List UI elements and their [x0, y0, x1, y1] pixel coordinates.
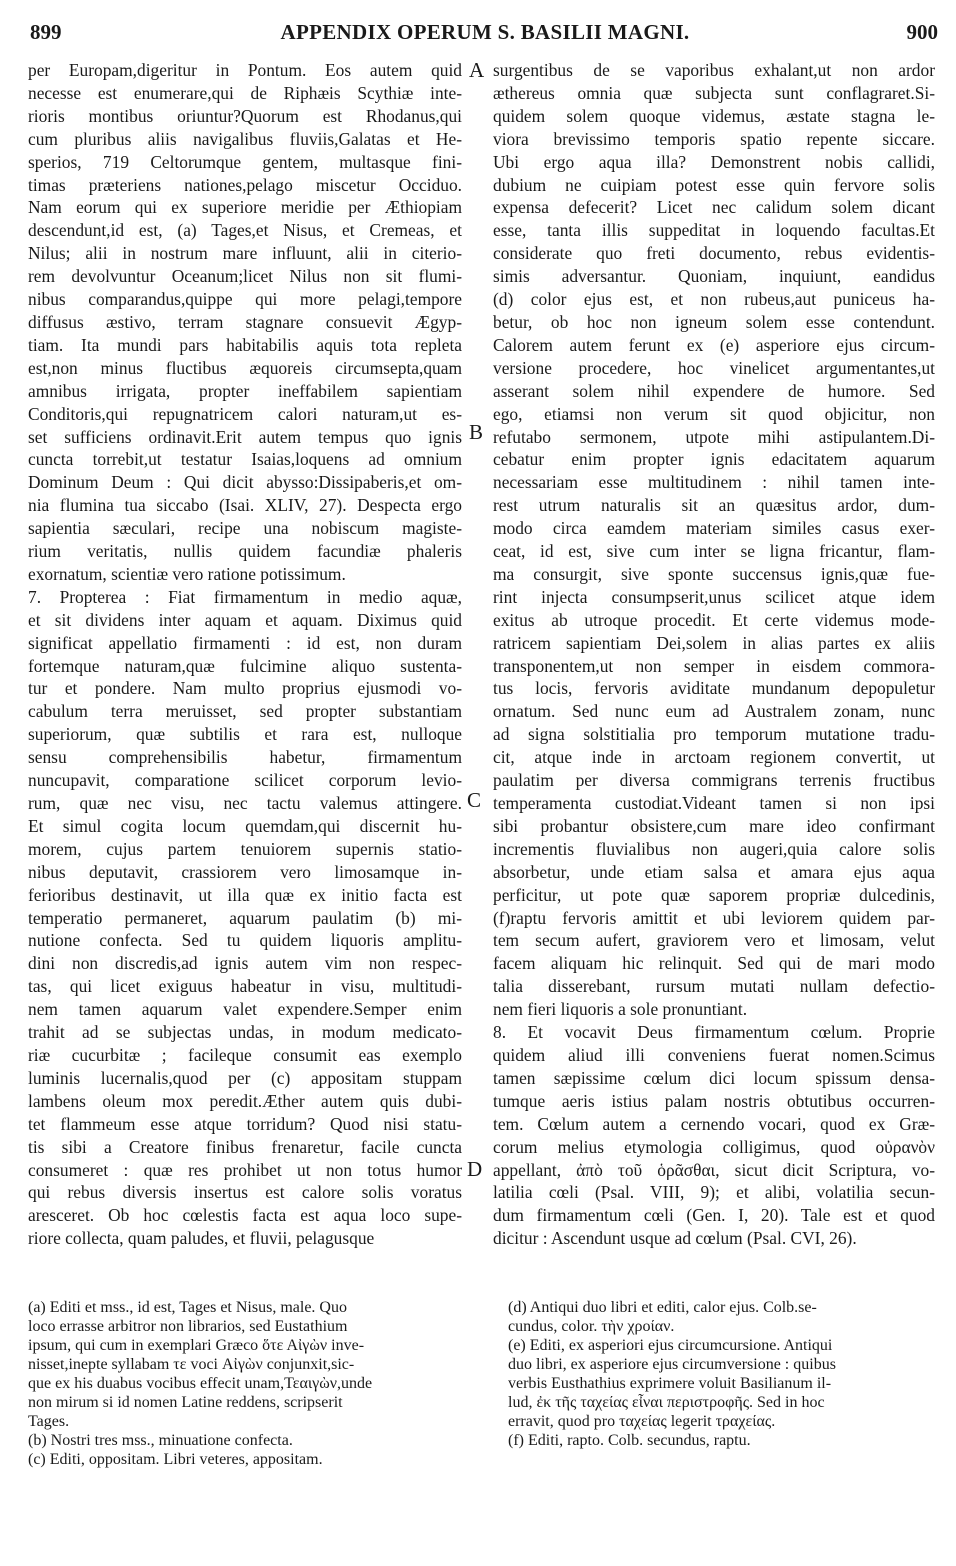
- text-line: nutione confecta. Sed tu quidem liquoris amplitu-: [28, 930, 462, 951]
- margin-marker-b: B: [469, 420, 484, 444]
- text-line: nibus deputavit, crassiorem vero limosamque in-: [28, 861, 462, 882]
- text-line: qui rebus diversis insertus est calore solis voratus: [28, 1182, 462, 1203]
- text-line: (d) color ejus est, et non rubeus,aut puniceus ha-: [493, 289, 935, 310]
- page-header: [30, 14, 940, 48]
- text-line: Conditoris,qui repugnatricem calori naturam,ut es-: [28, 403, 462, 424]
- text-line: riæ cucurbitæ ; facileque consumit eas exemplo: [28, 1044, 462, 1065]
- text-line: rem devolvuntur Oceanum;licet Nilus non sit flumi-: [28, 266, 462, 287]
- text-line: necesse est enumerare,qui de Riphæis Scythiæ inte-: [28, 82, 462, 103]
- text-line: versione procedere, hoc vinelicet argumentantes,ut: [493, 357, 935, 378]
- text-line: temperatio permaneret, aquarum paulatim (b) mi-: [28, 907, 462, 928]
- text-line: et sit dividens inter aquam et aquam. Diximus quid: [28, 609, 462, 630]
- text-line: necessariam esse multitudinem : nihil tamen inte-: [493, 472, 935, 493]
- text-line: aresceret. Ob hoc cœlestis facta est aqua loco supe-: [28, 1205, 462, 1226]
- text-line: consumeret : quæ res prohibet ut non totus humor: [28, 1159, 462, 1180]
- margin-marker-d: D: [467, 1157, 483, 1181]
- text-line: rium veritatis, nullis quidem facundiæ phaleris: [28, 541, 462, 562]
- text-line: cebatur enim propter ignis edacitatem aquarum: [493, 449, 935, 470]
- text-line: simis adversantur. Quoniam, inquiunt, eandidus: [493, 266, 935, 287]
- text-line: lambens oleum mox peredit.Æther autem quis dubi-: [28, 1090, 462, 1111]
- text-line: ornatum. Sed nunc eum ad Australem zonam, nunc: [493, 701, 935, 722]
- footnote-line: cundus, color. τὴν χροίαν.: [508, 1318, 675, 1335]
- text-line: descendunt,id est, (a) Tages,et Nisus, et Cremeas, et: [28, 220, 462, 241]
- text-line: rest utrum naturalis sit an quæsitus ardor, dum-: [493, 495, 935, 516]
- text-line: latilia cœli (Psal. VIII, 9); et alibi, volatilia secun-: [493, 1182, 935, 1203]
- text-line: 7. Propterea : Fiat firmamentum in medio aquæ,: [28, 586, 462, 607]
- text-line: tem. Cœlum autem a cernendo vocari, quod ex Græ-: [493, 1113, 935, 1134]
- text-line: tem secum aufert, graviorem vero et limosam, velut: [493, 930, 935, 951]
- text-line: perficitur, ut pote quæ saporem propriæ dulcedinis,: [493, 884, 935, 905]
- text-line: esse, tanta illis suppeditat in loquendo facultas.Et: [493, 220, 935, 241]
- text-line: incrementis fluvialibus non augeri,quia calore solis: [493, 838, 935, 859]
- text-line: tet flammeum esse atque torridum? Quod nisi statu-: [28, 1113, 462, 1134]
- footnote-line: (e) Editi, ex asperiori ejus circumcursione. Antiqui: [508, 1337, 833, 1354]
- text-line: appellant, ἀπὸ τοῦ ὁρᾶσθαι, sicut dicit Scriptura, vo-: [493, 1159, 935, 1180]
- text-line: nia flumina tua siccabo (Isai. XLIV, 27). Despecta ergo: [28, 495, 462, 516]
- text-line: ego, etiamsi non verum sit quod objicitur, non: [493, 403, 935, 424]
- text-line: expensa defecerit? Licet nec calidum solem dicant: [493, 197, 935, 218]
- text-line: modo circa eamdem materiam similes casus exer-: [493, 518, 935, 539]
- text-line: tas, qui licet exiguus habeatur in visu, multitudi-: [28, 976, 462, 997]
- text-line: ferioribus destinavit, ut illa quæ ex initio facta est: [28, 884, 462, 905]
- text-line: viora brevissimo temporis spatio repente siccare.: [493, 128, 935, 149]
- text-line: Et simul cogita locum quemdam,qui discernit hu-: [28, 815, 462, 836]
- text-line: ceat, id est, sive cum inter se ligna fricantur, flam-: [493, 541, 935, 562]
- footnote-line: erravit, quod pro ταχείας legerit τραχείας.: [508, 1413, 776, 1430]
- text-line: tumque aeris istius palam nostris obtutibus occurren-: [493, 1090, 935, 1111]
- footnote-line: Tages.: [28, 1413, 70, 1430]
- footnote-line: (f) Editi, rapto. Colb. secundus, raptu.: [508, 1432, 751, 1449]
- text-line: 8. Et vocavit Deus firmamentum cœlum. Proprie: [493, 1022, 935, 1043]
- footnote-line: verbis Eusthathius exprimere voluit Basilianum il-: [508, 1375, 832, 1392]
- text-line: talia disserebant, rursum mutati nullam defectio-: [493, 976, 935, 997]
- text-line: cum pluribus aliis navigalibus fluviis,Galatas et He-: [28, 128, 462, 149]
- text-line: rint injecta consumpserit,unus scilicet atque idem: [493, 586, 935, 607]
- text-line: quidem aliud illi conveniens fuerat nomen.Scimus: [493, 1044, 935, 1065]
- text-line: rioris montibus oriuntur?Quorum est Rhodanus,qui: [28, 105, 462, 126]
- footnote-line: ipsum, qui cum in exemplari Græco ὅτε Αἰγὼν inve-: [28, 1337, 365, 1354]
- footnote-line: (d) Antiqui duo libri et editi, calor ejus. Colb.se-: [508, 1299, 817, 1316]
- running-title: APPENDIX OPERUM S. BASILII MAGNI.: [280, 20, 690, 44]
- text-line: set sufficiens ordinavit.Erit autem tempus quo ignis: [28, 426, 462, 447]
- page-number-right: 900: [906, 20, 938, 44]
- text-line: dicitur : Ascendunt usque ad cœlum (Psal. CVI, 26).: [493, 1228, 857, 1249]
- text-line: sibi probantur obsistere,cum mare ideo confirmant: [493, 815, 935, 836]
- text-line: est,non minus fluctibus æquoreis circumsepta,quam: [28, 357, 462, 378]
- text-line: tis sibi a Creatore finibus frenaretur, facile cuncta: [28, 1136, 462, 1157]
- text-line: sensu comprehensibilis habetur, firmamentum: [28, 747, 462, 768]
- text-line: nibus comparandus,quippe qui more pelagi,tempore: [28, 289, 462, 310]
- text-line: cabulum terra meruisset, sed propter substantiam: [28, 701, 462, 722]
- margin-marker-c: C: [467, 788, 482, 812]
- text-line: transponentem,ut non semper in eisdem commora-: [493, 655, 935, 676]
- text-line: cuncta torrebit,ut testatur Isaias,loquens ad omnium: [28, 449, 462, 470]
- text-line: ratricem sapientiam Dei,solem in alias partes ex aliis: [493, 632, 935, 653]
- text-line: considerate quo freti documento, rebus evidentis-: [493, 243, 935, 264]
- text-line: tus locis, fervoris aviditate mundanum depopuletur: [493, 678, 935, 699]
- text-line: temperamenta custodiat.Videant tamen si non ipsi: [493, 793, 935, 813]
- footnote-line: que ex his duabus vocibus effecit unam,Τεαιγὼν,unde: [28, 1375, 373, 1392]
- text-line: amnibus irrigata, propter ineffabilem sapientiam: [28, 380, 462, 401]
- text-line: cit, atque inde in arctoam regionem convertit, ut: [493, 747, 935, 768]
- text-line: superiorum, quæ subtilis et rara est, nulloque: [28, 724, 462, 745]
- text-line: tur et pondere. Nam multo proprius ejusmodi vo-: [28, 678, 462, 699]
- text-line: Ubi ergo aqua illa? Demonstrent nobis callidi,: [493, 151, 935, 172]
- text-line: sapientia sæculari, recipe una nobiscum magiste-: [28, 518, 462, 539]
- text-line: dum firmamentum cœli (Gen. I, 20). Tale est et quod: [493, 1205, 935, 1226]
- footnote-line: non mirum si id nomen Latine reddens, scripserit: [28, 1394, 343, 1411]
- text-line: exitus ab utroque procedit. Et certe videmus mode-: [493, 609, 935, 630]
- left-column: [28, 59, 462, 1250]
- text-line: absorbetur, unde etiam salsa et amara ejus aqua: [493, 861, 935, 882]
- footnote-line: loco errasse arbitror non librarios, sed Eustathium: [28, 1318, 348, 1335]
- text-line: refutabo sermonem, utpote mihi astipulantem.Di-: [493, 426, 935, 447]
- text-line: diffusus æstivo, terram stagnare consuevit Ægyp-: [28, 311, 462, 332]
- text-line: paulatim per diversa commigrans terrenis fructibus: [493, 770, 935, 791]
- text-line: quidem solem quoque videmus, æstate stagna le-: [493, 105, 935, 126]
- footnote-line: (c) Editi, oppositam. Libri veteres, appositam.: [28, 1451, 323, 1468]
- text-line: surgentibus de se vaporibus exhalant,ut non ardor: [493, 60, 935, 80]
- text-line: asserant solem nihil expendere de humore. Sed: [493, 380, 935, 401]
- footnotes-right: [508, 1298, 934, 1450]
- text-line: Dominum Deum : Qui dicit abysso:Dissipaberis,et om-: [28, 472, 462, 493]
- text-line: corum melius etymologia colligimus, quod οὐρανὸν: [493, 1136, 935, 1157]
- text-line: timas præteriens nationes,pelago miscetur Occiduo.: [28, 174, 462, 195]
- footnote-line: lud, ἐκ τῆς ταχείας εἶναι περιστροφῆς. Sed in hoc: [508, 1394, 825, 1411]
- text-line: dini non discredis,ad ignis autem vim non respec-: [28, 953, 462, 974]
- right-column: [493, 59, 935, 1250]
- text-line: riore collecta, quam paludes, et fluvii, pelagusque: [28, 1228, 375, 1249]
- text-line: morem, cujus partem tenuiorem supernis statio-: [28, 838, 462, 859]
- text-line: luminis lucernalis,quod per (c) appositam stuppam: [28, 1067, 462, 1088]
- text-line: æthereus omnia quæ subjecta sunt conflagraret.Si-: [493, 82, 935, 103]
- text-line: trahit ad se subjectas undas, in modum medicato-: [28, 1022, 462, 1043]
- text-line: Calorem autem ferunt ex (e) asperiore ejus circum-: [493, 334, 935, 355]
- text-line: significat appellatio firmamenti : id est, non duram: [28, 632, 462, 653]
- text-line: tamen sæpissime cœlum dici locum spissum densa-: [493, 1067, 935, 1088]
- text-line: (f)raptu fervoris amittit et ubi leviorem quidem par-: [493, 907, 935, 928]
- page-number-left: 899: [30, 20, 62, 44]
- footnote-line: nisset,inepte syllabam τε voci Αἰγὼν conjunxit,sic-: [28, 1356, 355, 1373]
- footnote-line: duo libri, ex asperiore ejus circumversione : quibus: [508, 1356, 836, 1373]
- footnote-line: (b) Nostri tres mss., minuatione confecta.: [28, 1432, 293, 1449]
- text-line: dubium ne cuipiam potest esse quin fervore solis: [493, 174, 935, 195]
- text-line: sperios, 719 Celtorumque gentem, multasque fini-: [28, 151, 462, 172]
- footnotes-left: [28, 1298, 464, 1469]
- text-line: nem tamen aquarum valet expendere.Semper enim: [28, 999, 462, 1020]
- text-line: facem aliquam hic relinquit. Sed qui de mari modo: [493, 953, 935, 974]
- text-line: ad signa solstitialia pro temporum mutatione tradu-: [493, 724, 935, 745]
- text-line: nuncupavit, comparatione scilicet corporum levio-: [28, 770, 462, 791]
- margin-marker-a: A: [469, 58, 485, 82]
- text-line: tiam. Ita mundi pars habitabilis aquis tota repleta: [28, 334, 462, 355]
- text-line: Nilus; alii in nostrum mare influunt, alii in citerio-: [28, 243, 462, 264]
- text-line: rum, quæ nec visu, nec tactu valemus attingere.: [28, 793, 462, 813]
- text-line: exornatum, scientiæ vero ratione potissimum.: [28, 563, 346, 584]
- footnote-line: (a) Editi et mss., id est, Tages et Nisus, male. Quo: [28, 1299, 347, 1316]
- text-line: nem fieri liquoris a sole pronuntiant.: [493, 999, 748, 1020]
- text-line: per Europam,digeritur in Pontum. Eos autem quid: [28, 60, 462, 80]
- text-line: fortemque naturam,quæ fulcimine aliquo sustenta-: [28, 655, 462, 676]
- text-line: ma consurgit, sive sponte succensus ignis,quæ fue-: [493, 563, 935, 584]
- text-line: Nam eorum qui ex superiore meridie per Æthiopiam: [28, 197, 462, 218]
- text-line: betur, ob hoc non igneum solem esse contendunt.: [493, 311, 935, 332]
